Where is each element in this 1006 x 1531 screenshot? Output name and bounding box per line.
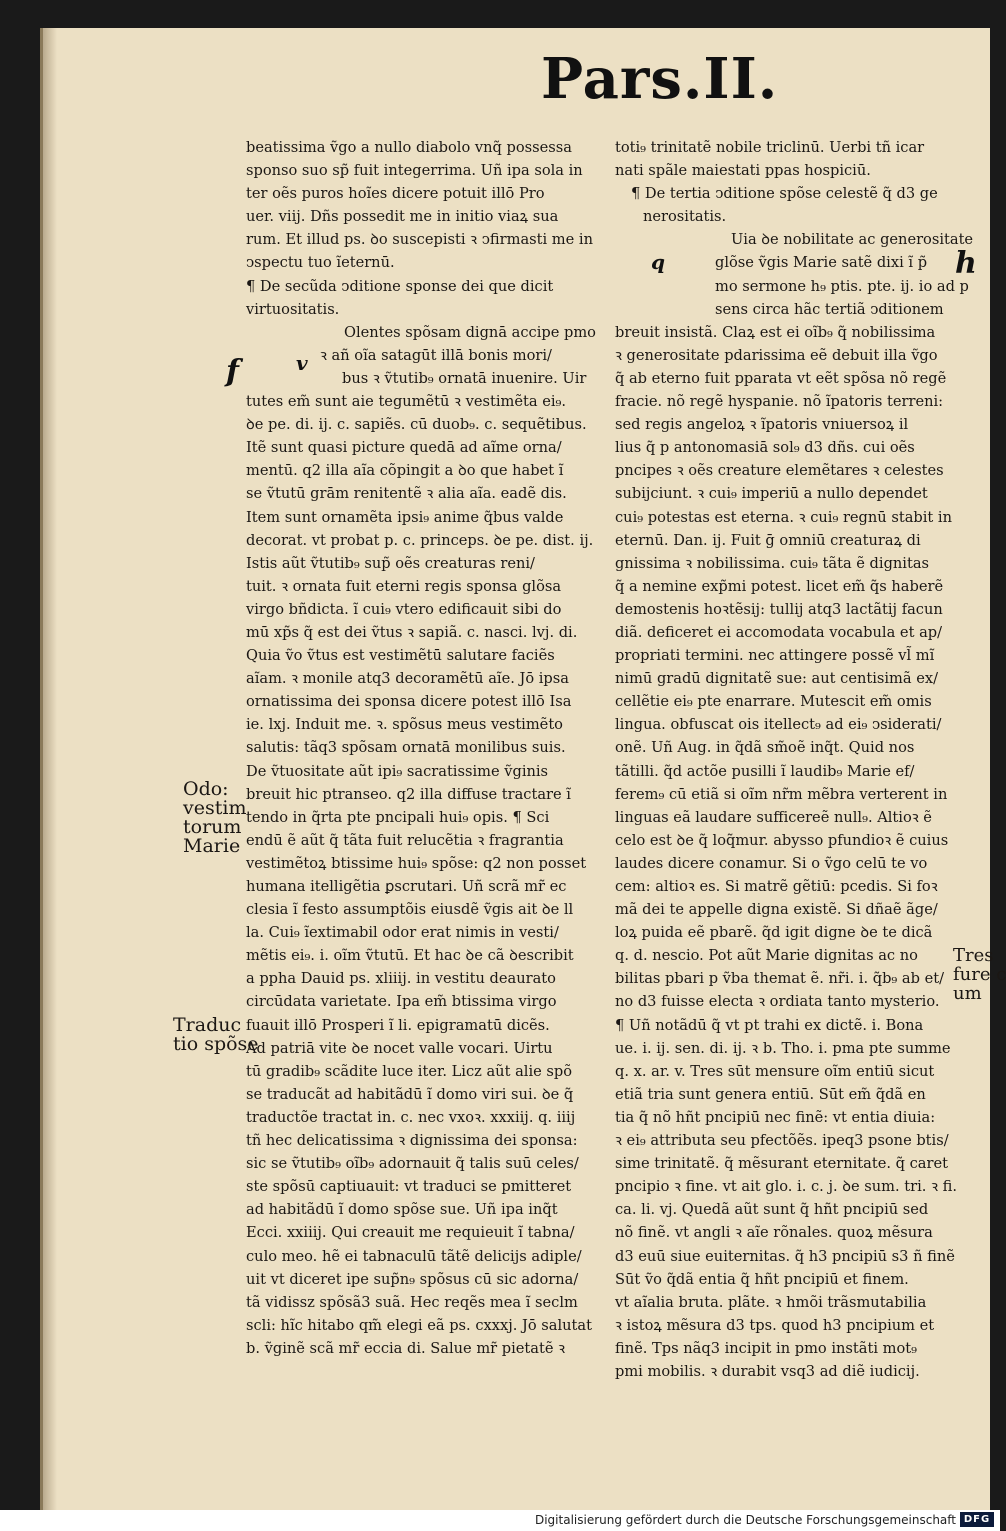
text-line: ¶ De secũda ↄditione sponse dei que dicit xyxy=(246,277,554,295)
text-line: humana itelligẽtia ꝑscrutari. Uñ scrã mr̃ ec xyxy=(246,878,567,895)
text-line: mã dei te appelle digna existẽ. Si dñaẽ ãge/ xyxy=(615,901,938,919)
text-line: tuit. ꝛ ornata fuit eterni regis sponsa glõsa xyxy=(246,577,562,595)
margin-line: tio spõse xyxy=(173,1033,259,1055)
text-line: Ecci. xxiiij. Qui creauit me requieuit ĩ tabna/ xyxy=(246,1224,575,1242)
text-line: Item sunt ornamẽta ipsi₉ anime q̃bus valde xyxy=(246,508,564,526)
text-line: clesia ĩ festo assumptõis eiusdẽ ṽgis ait ꝺe ll xyxy=(246,901,574,919)
margin-line: vestim xyxy=(183,797,247,819)
text-line: tãtilli. q̃d actõe pusilli ĩ laudib₉ Marie ef/ xyxy=(615,762,915,780)
text-line: decorat. vt probat p. c. princeps. ꝺe pe. dist. ij. xyxy=(246,531,594,549)
text-line: ter oẽs puros hoĩes dicere potuit illō Pro xyxy=(246,185,545,203)
text-line: ꝛ istoꝝ mẽsura d3 tps. quod h3 pncipium et xyxy=(615,1316,935,1334)
text-line: toti₉ trinitatẽ nobile triclinū. Uerbi tñ icar xyxy=(615,139,925,156)
text-line: ꝺe pe. di. ij. c. sapiẽs. cū duob₉. c. sequẽtibus. xyxy=(246,416,587,434)
text-line: q̃ a nemine exp̃mi potest. licet em̃ q̃s haberẽ xyxy=(615,577,944,595)
text-line: tñ hec delicatissima ꝛ dignissima dei sponsa: xyxy=(246,1132,578,1150)
text-line: aĩam. ꝛ monile atq3 decoramẽtū aĩe. Jō ipsa xyxy=(246,670,569,688)
text-line: mẽtis ei₉. i. oĩm ṽtutū. Et hac ꝺe cã ꝺescribit xyxy=(246,947,574,965)
margin-line: torum xyxy=(183,816,242,838)
text-line: ie. lxj. Induit me. ꝛ. spõsus meus vestimẽto xyxy=(246,716,563,734)
text-line: virgo bñdicta. ĩ cui₉ vtero edificauit sibi do xyxy=(246,600,562,618)
text-line: sed regis angeloꝝ ꝛ ĩpatoris vniuersoꝝ il xyxy=(615,416,909,434)
text-line: lius q̃ p antonomasiā sol₉ d3 dñs. cui oẽs xyxy=(615,439,915,457)
text-line: sens circa hãc tertiã ↄditionem xyxy=(715,300,944,318)
text-line: cellẽtie ei₉ pte enarrare. Mutescit em̃ omis xyxy=(615,693,932,711)
text-line: ¶ De tertia ↄditione spõse celestẽ q̃ d3 ge xyxy=(631,185,938,203)
text-line: breuit hic ptranseo. q2 illa diffuse tractare ĩ xyxy=(246,785,571,803)
text-line: endū ẽ aũt q̃ tãta fuit relucẽtia ꝛ fragrantia xyxy=(246,831,564,849)
footer-bar xyxy=(0,1510,1000,1531)
text-line: se ṽtutū grām renitentẽ ꝛ alia aĩa. eadẽ dis. xyxy=(246,485,567,503)
text-line: celo est ꝺe q̃ loq̃mur. abysso pfundioꝛ ẽ cuius xyxy=(615,831,949,849)
text-line: laudes dicere conamur. Si o ṽgo celū te vo xyxy=(615,854,928,872)
text-line: Istis aũt ṽtutib₉ sup̃ oẽs creaturas reni/ xyxy=(246,554,535,572)
text-line: mū xp̃s q̃ est dei ṽtus ꝛ sapiã. c. nasci. lvj. di. xyxy=(246,623,578,641)
text-line: d3 euū siue euiternitas. q̃ h3 pncipiū s3 ñ finẽ xyxy=(615,1247,955,1265)
text-line: tã vidissz spõsã3 suã. Hec reqẽs mea ĩ seclm xyxy=(246,1293,578,1311)
text-line: ꝛ generositate pdarissima eẽ debuit illa ṽgo xyxy=(615,346,938,364)
text-line: nõ finẽ. vt angli ꝛ aĩe rõnales. quoꝝ mẽsura xyxy=(615,1224,933,1242)
text-line: mentū. q2 illa aĩa cõpingit a ꝺo que habet ĩ xyxy=(246,462,564,480)
text-line: fracie. nõ regẽ hyspanie. nõ ĩpatoris terreni: xyxy=(615,393,944,411)
margin-line: Traduc xyxy=(173,1014,242,1036)
text-line: ue. i. ij. sen. di. ij. ꝛ b. Tho. i. pma pte summe xyxy=(615,1039,951,1057)
text-line: propriati termini. nec attingere possẽ vl̃ mĩ xyxy=(615,647,935,665)
margin-note-traductio xyxy=(173,1016,259,1054)
text-line: onẽ. Uñ Aug. in q̃dã sm̃oẽ inq̃t. Quid nos xyxy=(615,739,915,757)
text-line: ꝛ añ oĩa satagūt illā bonis mori/ xyxy=(320,346,552,364)
initial-v: v xyxy=(296,351,308,375)
text-line: rum. Et illud ps. ꝺo suscepisti ꝛ ↄfirmasti me in xyxy=(246,231,593,249)
text-line: sic se ṽtutib₉ oĩb₉ adornauit q̃ talis suū celes/ xyxy=(246,1155,579,1173)
text-line: la. Cui₉ ĩextimabil odor erat nimis in vesti/ xyxy=(246,924,559,942)
text-line: traductõe tractat in. c. nec vxoꝛ. xxxiij. q. iiij xyxy=(246,1108,576,1126)
book-page xyxy=(40,28,1006,1510)
text-line: ferem₉ cū etiã si oĩm nr̃m mẽbra verterent in xyxy=(615,785,948,803)
initial-f: f xyxy=(226,354,239,389)
text-line: eternū. Dan. ij. Fuit ḡ omniū creaturaꝝ di xyxy=(615,531,921,549)
text-line: se traducãt ad habitãdū ĩ domo viri sui. ꝺe q̃ xyxy=(246,1085,574,1103)
initial-q: q xyxy=(651,250,665,274)
text-line: pncipes ꝛ oẽs creature elemẽtares ꝛ celestes xyxy=(615,462,944,480)
text-line: scli: hĩc hitabo qm̃ elegi eã ps. cxxxj. Jō salutat xyxy=(246,1316,592,1334)
text-line: pncipio ꝛ fine. vt ait glo. i. c. j. ꝺe sum. tri. ꝛ fi. xyxy=(615,1178,957,1196)
text-line: mo sermone h₉ ptis. pte. ij. io ad p xyxy=(715,277,969,295)
text-line: nati spãle maiestati ppas hospiciū. xyxy=(615,162,871,180)
page-header-title: Pars.II. xyxy=(541,46,779,112)
text-line: a ppha Dauid ps. xliiij. in vestitu deaurato xyxy=(246,970,556,988)
text-line: circūdata varietate. Ipa em̃ btissima virgo xyxy=(246,993,557,1011)
footer-credit: Digitalisierung gefördert durch die Deutsche Forschungsgemeinschaft xyxy=(534,1513,956,1527)
text-line: linguas eã laudare sufficereẽ null₉. Altioꝛ ẽ xyxy=(615,808,932,826)
text-line: no d3 fuisse electa ꝛ ordiata tanto mysterio. xyxy=(615,993,940,1011)
text-line: Olentes spõsam dignā accipe pmo xyxy=(344,323,596,341)
margin-line: fure c xyxy=(953,964,1006,985)
text-line: ad habitãdū ĩ domo spõse sue. Uñ ipa inq̃t xyxy=(246,1201,558,1219)
text-line: gnissima ꝛ nobilissima. cui₉ tãta ẽ dignitas xyxy=(615,554,930,572)
text-line: ornatissima dei sponsa dicere potest illō Isa xyxy=(246,693,572,711)
text-line: nimū gradū dignitatẽ sue: aut centisimã ex/ xyxy=(615,670,939,688)
dfg-logo: DFG xyxy=(960,1512,994,1527)
text-line: breuit insistã. Claꝝ est ei oĩb₉ q̃ nobilissima xyxy=(615,323,936,341)
text-line: b. ṽginẽ scã mr̃ eccia di. Salue mr̃ pietatẽ ꝛ xyxy=(246,1339,566,1357)
margin-note-odor xyxy=(183,780,246,856)
margin-line: Marie xyxy=(183,835,241,857)
text-line: ꝛ ei₉ attributa seu pfectõẽs. ipeq3 psone btis/ xyxy=(615,1132,949,1150)
text-line: tendo in q̃rta pte pncipali hui₉ opis. ¶ Sci xyxy=(246,808,550,826)
text-line: tū gradib₉ scãdite luce iter. Licz aũt alie spõ xyxy=(246,1062,573,1080)
text-line: subijciunt. ꝛ cui₉ imperiū a nullo dependet xyxy=(615,485,928,503)
text-line: Ad patriā vite ꝺe nocet valle vocari. Uirtu xyxy=(246,1039,553,1057)
margin-line: um xyxy=(953,983,982,1004)
right-text-column xyxy=(615,136,983,1383)
text-line: fuauit illō Prosperi ĩ li. epigramatū dicẽs. xyxy=(246,1016,550,1034)
text-line: tia q̃ nõ hñt pncipiū nec finẽ: vt entia diuia: xyxy=(615,1108,936,1126)
text-line: beatissima ṽgo a nullo diabolo vnq̃ possessa xyxy=(246,139,572,156)
text-line: q̃ ab eterno fuit pparata vt eẽt spõsa nõ regẽ xyxy=(615,369,947,387)
text-line: demostenis hoꝛtẽsij: tullij atq3 lactãtij facun xyxy=(615,600,943,618)
margin-line: Tres xyxy=(953,945,994,966)
text-line: sponso suo sp̃ fuit integerrima. Uñ ipa sola in xyxy=(246,162,583,180)
text-line: vt aĩalia bruta. plãte. ꝛ hmõi trãsmutabilia xyxy=(615,1293,927,1311)
text-line: Sūt ṽo q̃dã entia q̃ hñt pncipiū et finem. xyxy=(615,1270,909,1288)
text-line: finẽ. Tps nãq3 incipit in pmo instãti mot₉ xyxy=(615,1339,917,1357)
text-line: salutis: tãq3 spõsam ornatā monilibus suis. xyxy=(246,739,566,757)
text-line: ste spõsū captiuauit: vt traduci se pmitteret xyxy=(246,1178,572,1196)
text-line: virtuositatis. xyxy=(246,300,340,318)
margin-note-tres xyxy=(953,946,1006,1003)
text-line: sime trinitatẽ. q̃ mẽsurant eternitate. q̃ caret xyxy=(615,1155,948,1173)
text-line: q. x. ar. v. Tres sūt mensure oĩm entiū sicut xyxy=(615,1062,935,1080)
left-text-column xyxy=(246,136,618,1360)
text-line: glõse ṽgis Marie satẽ dixi ĩ p̃ xyxy=(715,254,928,272)
text-line: pmi mobilis. ꝛ durabit vsq3 ad diẽ iudicij. xyxy=(615,1362,920,1380)
text-line: vestimẽtoꝝ btissime hui₉ spõse: q2 non posset xyxy=(246,854,587,872)
text-line: bus ꝛ ṽtutib₉ ornatā inuenire. Uir xyxy=(342,369,587,387)
initial-h: h xyxy=(955,246,977,281)
text-line: diã. deficeret ei accomodata vocabula et ap/ xyxy=(615,623,943,641)
text-line: De ṽtuositate aũt ipi₉ sacratissime ṽginis xyxy=(246,762,549,780)
text-line: q. d. nescio. Pot aũt Marie dignitas ac no xyxy=(615,947,918,965)
text-line: culo meo. hẽ ei tabnaculū tãtẽ delicijs adiple/ xyxy=(246,1247,582,1265)
text-line: bilitas pbari p ṽba themat ẽ. nr̃i. i. q̃b₉ ab et/ xyxy=(615,970,945,988)
text-line: ca. li. vj. Quedã aũt sunt q̃ hñt pncipiū sed xyxy=(615,1201,929,1219)
text-line: ↄspectu tuo ĩeternū. xyxy=(246,254,395,272)
text-line: Itẽ sunt quasi picture quedā ad aĩme orna/ xyxy=(246,439,562,457)
text-line: etiã tria sunt genera entiū. Sūt em̃ q̃dã en xyxy=(615,1085,926,1103)
text-line: nerositatis. xyxy=(643,208,727,226)
text-line: uit vt diceret ipe sup̃n₉ spõsus cū sic adorna/ xyxy=(246,1270,579,1288)
text-line: cui₉ potestas est eterna. ꝛ cui₉ regnū stabit in xyxy=(615,508,952,526)
text-line: Uia ꝺe nobilitate ac generositate xyxy=(731,231,974,249)
text-line: ¶ Uñ notãdū q̃ vt pt trahi ex dictẽ. i. Bona xyxy=(615,1016,924,1034)
text-line: cem: altioꝛ es. Si matrẽ gẽtiū: pcedis. Si foꝛ xyxy=(615,878,938,895)
text-line: loꝝ puida eẽ pbarẽ. q̃d igit digne ꝺe te dicã xyxy=(615,924,933,942)
text-line: lingua. obfuscat ois itellect₉ ad ei₉ ↄsiderati/ xyxy=(615,716,942,734)
text-line: Quia ṽo ṽtus est vestimẽtū salutare faciẽs xyxy=(246,647,555,665)
margin-line: Odo: xyxy=(183,778,229,800)
text-line: tutes em̃ sunt aie tegumẽtū ꝛ vestimẽta ei₉. xyxy=(246,393,566,411)
text-line: uer. viij. Dñs possedit me in initio viaꝝ sua xyxy=(246,208,559,226)
